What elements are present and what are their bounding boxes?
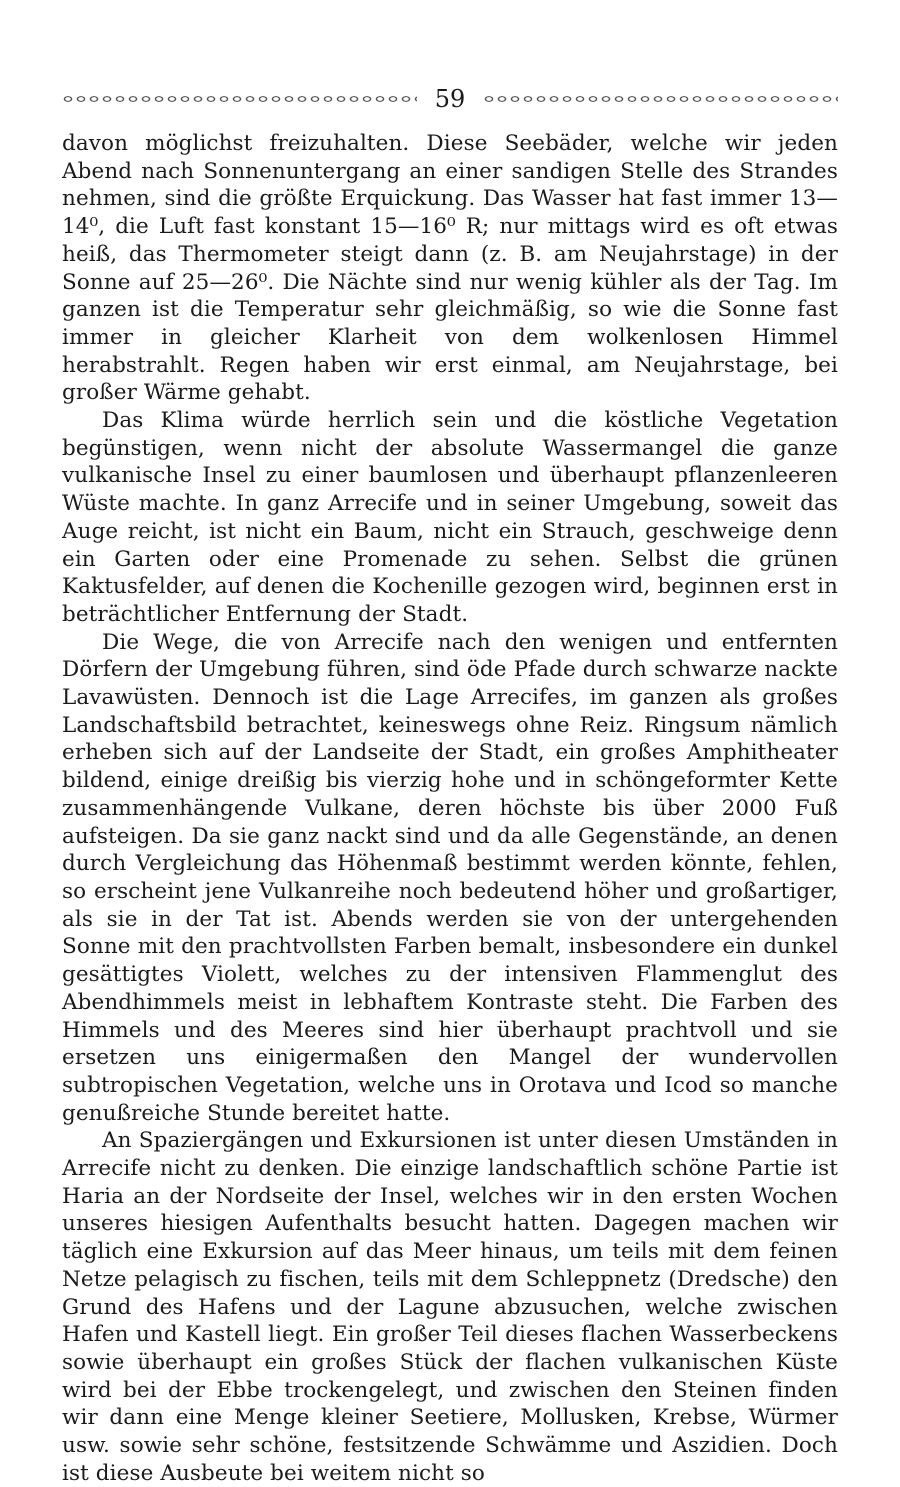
page-number: 59 [434, 85, 466, 113]
ornament-border-right [483, 93, 838, 105]
ornament-border-left [62, 93, 417, 105]
paragraph: davon möglichst freizuhalten. Diese Seebäder, welche wir jeden Abend nach Sonnenuntergang an einer sandigen Stelle des Strandes nehmen, sind die größte Erquickung. Das Wasser hat fast immer 13—14⁰, die Luft fast konstant 15—16⁰ R; nur mittags wird es oft etwas heiß, das Thermometer steigt dann (z. B. am Neujahrstage) in der Sonne auf 25—26⁰. Die Nächte sind nur wenig kühler als der Tag. Im ganzen ist die Temperatur sehr gleichmäßig, so wie die Sonne fast immer in gleicher Klarheit von dem wolkenlosen Himmel herabstrahlt. Regen haben wir erst einmal, am Neujahrstage, bei großer Wärme gehabt. [62, 131, 838, 406]
paragraph: Die Wege, die von Arrecife nach den wenigen und entfernten Dörfern der Umgebung führen, sind öde Pfade durch schwarze nackte Lavawüsten. Dennoch ist die Lage Arrecifes, im ganzen als großes Landschaftsbild betrachtet, keineswegs ohne Reiz. Ringsum nämlich erheben sich auf der Landseite der Stadt, ein großes Amphitheater bildend, einige dreißig bis vierzig hohe und in schöngeformter Kette zusammenhängende Vulkane, deren höchste bis über 2000 Fuß aufsteigen. Da sie ganz nackt sind und da alle Gegenstände, an denen durch Vergleichung das Höhenmaß bestimmt werden könnte, fehlen, so erscheint jene Vulkanreihe noch bedeutend höher und großartiger, als sie in der Tat ist. Abends werden sie von der untergehenden Sonne mit den prachtvollsten Farben bemalt, insbesondere ein dunkel gesättigtes Violett, welches zu der intensiven Flammenglut des Abendhimmels meist in lebhaftem Kontraste steht. Die Farben des Himmels und des Meeres sind hier überhaupt prachtvoll und sie ersetzen uns einigermaßen den Mangel der wundervollen subtropischen Vegetation, welche uns in Orotava und Icod so manche genußreiche Stunde bereitet hatte. [62, 629, 838, 1126]
body-text [62, 130, 838, 1487]
paragraph: An Spaziergängen und Exkursionen ist unter diesen Umständen in Arrecife nicht zu denken. Die einzige landschaftlich schöne Partie ist Haria an der Nordseite der Insel, welches wir in den ersten Wochen unseres hiesigen Aufenthalts besucht hatten. Dagegen machen wir täglich eine Exkursion auf das Meer hinaus, um teils mit dem feinen Netze pelagisch zu fischen, teils mit dem Schleppnetz (Dredsche) den Grund des Hafens und der Lagune abzusuchen, welche zwischen Hafen und Kastell liegt. Ein großer Teil dieses flachen Wasserbeckens sowie überhaupt ein großes Stück der flachen vulkanischen Küste wird bei der Ebbe trockengelegt, und zwischen den Steinen finden wir dann eine Menge kleiner Seetiere, Mollusken, Krebse, Würmer usw. sowie sehr schöne, festsitzende Schwämme und Aszidien. Doch ist diese Ausbeute bei weitem nicht so [62, 1128, 838, 1486]
page-header [62, 84, 838, 114]
paragraph: Das Klima würde herrlich sein und die köstliche Vegetation begünstigen, wenn nicht der absolute Wassermangel die ganze vulkanische Insel zu einer baumlosen und überhaupt pflanzenleeren Wüste machte. In ganz Arrecife und in seiner Umgebung, soweit das Auge reicht, ist nicht ein Baum, nicht ein Strauch, geschweige denn ein Garten oder eine Promenade zu sehen. Selbst die grünen Kaktusfelder, auf denen die Kochenille gezogen wird, beginnen erst in beträchtlicher Entfernung der Stadt. [62, 408, 838, 627]
book-page [62, 84, 838, 1487]
